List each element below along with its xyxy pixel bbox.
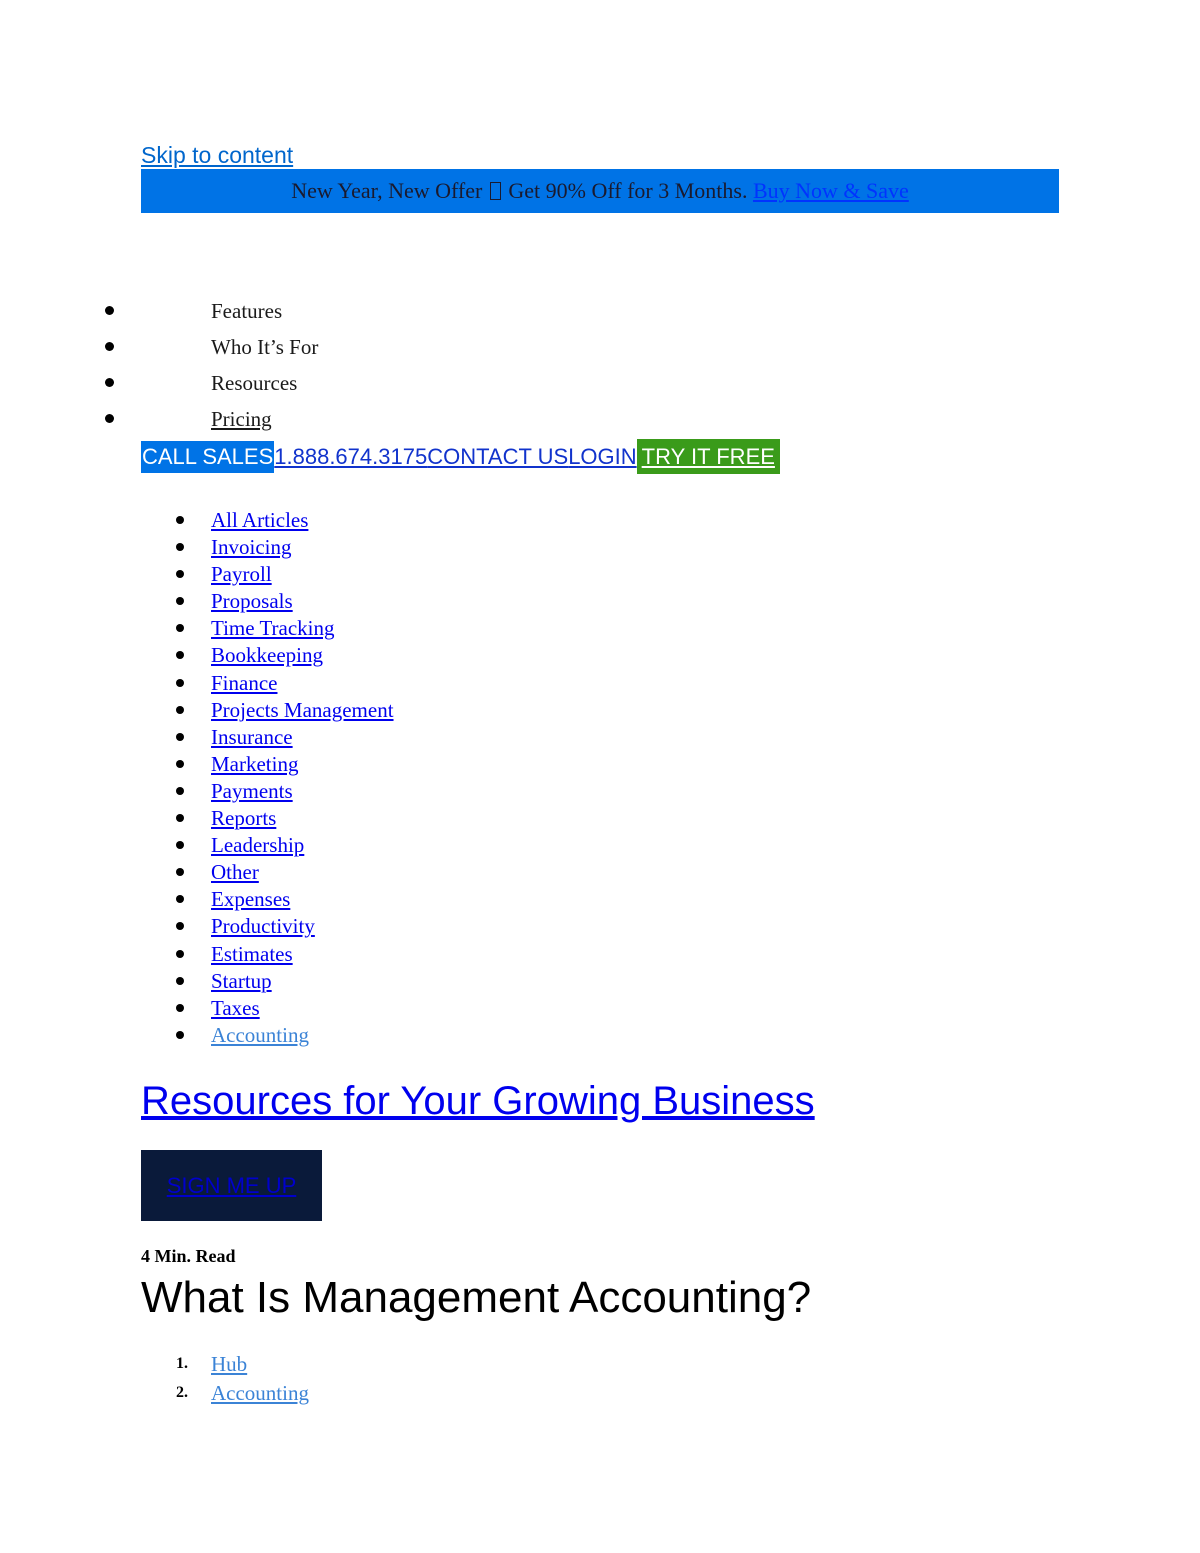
category-link[interactable]: Bookkeeping xyxy=(211,643,323,668)
bullet xyxy=(176,1031,184,1039)
category-link[interactable]: Projects Management xyxy=(211,697,394,722)
category-link[interactable]: Marketing xyxy=(211,751,299,776)
category-link[interactable]: Finance xyxy=(211,670,278,695)
header-actions xyxy=(141,439,780,474)
breadcrumb-number: 2. xyxy=(176,1383,188,1401)
promo-text-after: Get 90% Off for 3 Months. xyxy=(508,178,748,203)
nav-label: Resources xyxy=(211,371,298,395)
bullet xyxy=(176,895,184,903)
category-link[interactable]: Insurance xyxy=(211,724,293,749)
breadcrumb-link-hub[interactable]: Hub xyxy=(211,1352,248,1376)
bullet xyxy=(176,760,184,768)
category-link[interactable]: Leadership xyxy=(211,833,305,858)
bullet xyxy=(176,950,184,958)
resources-heading-link[interactable]: Resources for Your Growing Business xyxy=(141,1079,815,1123)
contact-us-link[interactable]: CONTACT US xyxy=(427,443,569,469)
bullet xyxy=(176,868,184,876)
category-link[interactable]: Expenses xyxy=(211,887,291,912)
category-link[interactable]: Estimates xyxy=(211,941,293,966)
bullet xyxy=(176,679,184,687)
phone-link[interactable]: 1.888.674.3175 xyxy=(274,443,428,469)
promo-text-before: New Year, New Offer xyxy=(291,178,483,203)
bullet xyxy=(105,342,114,351)
category-link[interactable]: Startup xyxy=(211,968,272,993)
bullet xyxy=(176,733,184,741)
bullet xyxy=(105,414,114,423)
bullet xyxy=(176,922,184,930)
breadcrumb-number: 1. xyxy=(176,1355,188,1372)
category-link-active[interactable]: Accounting xyxy=(211,1022,309,1047)
breadcrumb-link-accounting[interactable]: Accounting xyxy=(211,1380,309,1405)
bullet xyxy=(176,787,184,795)
read-time: 4 Min. Read xyxy=(141,1246,236,1266)
category-link[interactable]: Taxes xyxy=(211,995,260,1020)
login-link[interactable]: LOGIN xyxy=(568,443,637,469)
gift-icon xyxy=(490,182,501,200)
category-link[interactable]: Reports xyxy=(211,806,277,831)
bullet xyxy=(176,624,184,632)
call-sales-label: CALL SALES xyxy=(141,441,274,473)
category-link[interactable]: Time Tracking xyxy=(211,616,335,641)
bullet xyxy=(176,1004,184,1012)
category-link[interactable]: Productivity xyxy=(211,914,315,939)
bullet xyxy=(176,977,184,985)
try-it-free-button[interactable]: TRY IT FREE xyxy=(637,439,780,474)
buy-now-link[interactable]: Buy Now & Save xyxy=(752,178,909,203)
category-link[interactable]: Invoicing xyxy=(211,535,292,560)
nav-label: Who It’s For xyxy=(211,335,319,359)
category-link[interactable]: Proposals xyxy=(211,589,293,614)
bullet xyxy=(105,378,114,387)
bullet xyxy=(176,597,184,605)
nav-label: Pricing xyxy=(211,407,272,431)
bullet xyxy=(105,306,114,315)
bullet xyxy=(176,706,184,714)
bullet xyxy=(176,841,184,849)
bullet xyxy=(176,570,184,578)
bullet xyxy=(176,516,184,524)
promo-banner xyxy=(141,169,1059,213)
sign-me-up-button[interactable]: SIGN ME UP xyxy=(141,1150,322,1221)
category-link[interactable]: Payroll xyxy=(211,562,272,587)
nav-label: Features xyxy=(211,299,283,323)
bullet xyxy=(176,543,184,551)
bullet xyxy=(176,651,184,659)
article-title: What Is Management Accounting? xyxy=(141,1273,812,1322)
category-link[interactable]: Other xyxy=(211,860,259,885)
category-link[interactable]: All Articles xyxy=(211,508,309,532)
bullet xyxy=(176,814,184,822)
skip-to-content-link[interactable]: Skip to content xyxy=(141,142,294,168)
category-link[interactable]: Payments xyxy=(211,778,293,803)
